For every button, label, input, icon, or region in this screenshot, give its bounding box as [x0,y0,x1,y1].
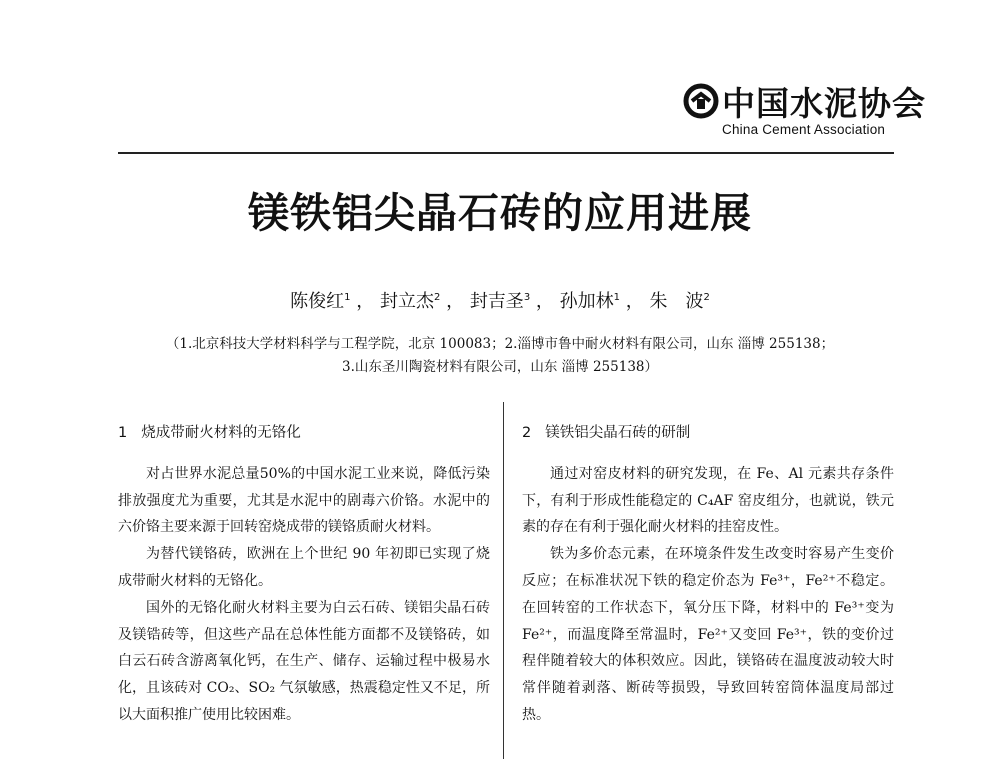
china-cement-association-logo [682,78,926,144]
section-number: 1 [118,425,128,441]
logo-english-text: China Cement Association [722,122,886,137]
paragraph: 对占世界水泥总量50%的中国水泥工业来说，降低污染排放强度尤为重要，尤其是水泥中的剧毒六价铬。水泥中的六价铬主要来源于回转窑烧成带的镁铬质耐火材料。 [118,465,490,536]
section-title: 烧成带耐火材料的无铬化 [141,425,301,441]
paragraph: 为替代镁铬砖，欧洲在上个世纪 90 年初即已实现了烧成带耐火材料的无铬化。 [118,546,490,589]
left-column [118,420,490,729]
affiliation-line-2: 3.山东圣川陶瓷材料有限公司，山东 淄博 255138） [342,359,658,375]
paragraph: 国外的无铬化耐火材料主要为白云石砖、镁铝尖晶石砖及镁锆砖等，但这些产品在总体性能方面都不及镁铬砖，如白云石砖含游离氧化钙，在生产、储存、运输过程中极易水化，且该砖对 CO₂、SO₂ 气氛敏感，热震稳定性又不足，所以大面积推广使用比较困难。 [118,599,490,723]
paragraph: 通过对窑皮材料的研究发现，在 Fe、Al 元素共存条件下，有利于形成性能稳定的 C₄AF 窑皮组分，也就说，铁元素的存在有利于强化耐火材料的挂窑皮性。 [522,465,894,536]
paragraph: 铁为多价态元素，在环境条件发生改变时容易产生变价反应；在标准状况下铁的稳定价态为 Fe³⁺，Fe²⁺不稳定。在回转窑的工作状态下，氧分压下降，材料中的 Fe³⁺变为 Fe²⁺，而温度降至常温时，Fe²⁺又变回 Fe³⁺，铁的变价过程伴随着较大的体积效应。因此，镁铬砖在温度波动较大时常伴随着剥落、断砖等损毁，导致回转窑筒体温度局部过热。 [522,546,894,723]
author-separator: ， [625,291,644,312]
section-title: 镁铁铝尖晶石砖的研制 [545,425,691,441]
author: 陈俊红$^1$ [290,291,351,312]
author: 封吉圣$^3$ [469,291,531,312]
author-list [0,287,1000,313]
header-rule [118,152,894,154]
author-separator: ， [446,291,465,312]
column-divider [503,402,504,759]
cement-association-emblem-icon [682,82,720,120]
section-heading-2 [522,420,894,447]
paper-title: 镁铁铝尖晶石砖的应用进展 [248,189,752,237]
right-column [522,420,894,729]
author: 孙加林$^1$ [559,291,621,312]
section-number: 2 [522,425,532,441]
author: 封立杰$^2$ [379,291,441,312]
logo-chinese-text: 中国水泥协会 [722,84,926,123]
author-separator: ， [535,291,554,312]
author-separator: ， [356,291,375,312]
affiliation-line-1: （1.北京科技大学材料科学与工程学院，北京 100083；2.淄博市鲁中耐火材料有限公司，山东 淄博 255138； [165,336,835,352]
author: 朱 波$^2$ [649,291,710,312]
section-heading-1 [118,420,490,447]
